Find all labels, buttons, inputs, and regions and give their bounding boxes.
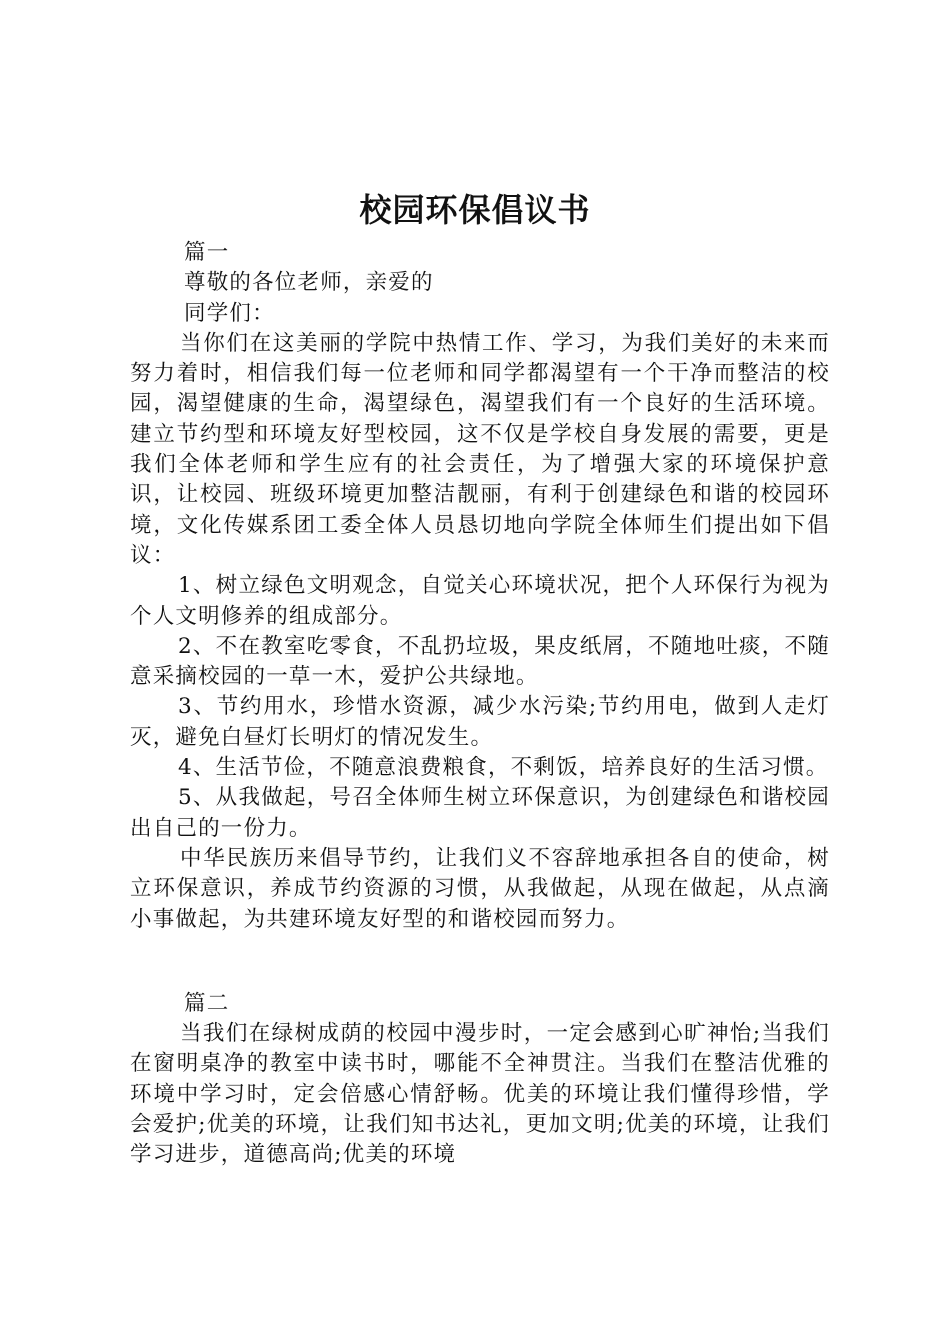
section-gap <box>130 935 830 989</box>
salutation-line-2: 同学们： <box>184 300 275 326</box>
proposal-item-4: 4、生活节俭，不随意浪费粮食，不剩饭，培养良好的生活习惯。 <box>178 755 829 781</box>
proposal-item-5: 5、从我做起，号召全体师生树立环保意识，为创建绿色和谐校园出自己的一份力。 <box>130 785 830 841</box>
intro-paragraph: 当你们在这美丽的学院中热情工作、学习，为我们美好的未来而努力着时，相信我们每一位老师和同学都渴望有一个干净而整洁的校园，渴望健康的生命，渴望绿色，渴望我们有一个良好的生活环境。建立节约型和环境友好型校园，这不仅是学校自身发展的需要，更是我们全体老师和学生应有的社会责任，为了增强大家的环境保护意识，让校园、班级环境更加整洁靓丽，有利于创建绿色和谐的校园环境，文化传媒系团工委全体人员恳切地向学院全体师生们提出如下倡议： <box>130 330 830 568</box>
proposal-item-2: 2、不在教室吃零食，不乱扔垃圾，果皮纸屑，不随地吐痰，不随意采摘校园的一草一木，爱护公共绿地。 <box>130 633 830 690</box>
closing-paragraph: 中华民族历来倡导节约，让我们义不容辞地承担各自的使命，树立环保意识，养成节约资源的习惯，从我做起，从现在做起，从点滴小事做起，为共建环境友好型的和谐校园而努力。 <box>130 845 830 932</box>
section-heading-1: 篇一 <box>184 240 230 265</box>
document-body <box>130 238 830 1171</box>
salutation-line-1: 尊敬的各位老师，亲爱的 <box>184 270 434 296</box>
proposal-item-3: 3、节约用水，珍惜水资源，减少水污染;节约用电，做到人走灯灭，避免白昼灯长明灯的情况发生。 <box>130 694 830 750</box>
section2-paragraph: 当我们在绿树成荫的校园中漫步时，一定会感到心旷神怡;当我们在窗明桌净的教室中读书时，哪能不全神贯注。当我们在整洁优雅的环境中学习时，定会倍感心情舒畅。优美的环境让我们懂得珍惜，学会爱护;优美的环境，让我们知书达礼，更加文明;优美的环境，让我们学习进步，道德高尚;优美的环境 <box>130 1021 830 1168</box>
proposal-item-1: 1、树立绿色文明观念，自觉关心环境状况，把个人环保行为视为个人文明修养的组成部分。 <box>130 573 830 629</box>
section-heading-2: 篇二 <box>184 990 230 1016</box>
document-title: 校园环保倡议书 <box>359 191 591 229</box>
